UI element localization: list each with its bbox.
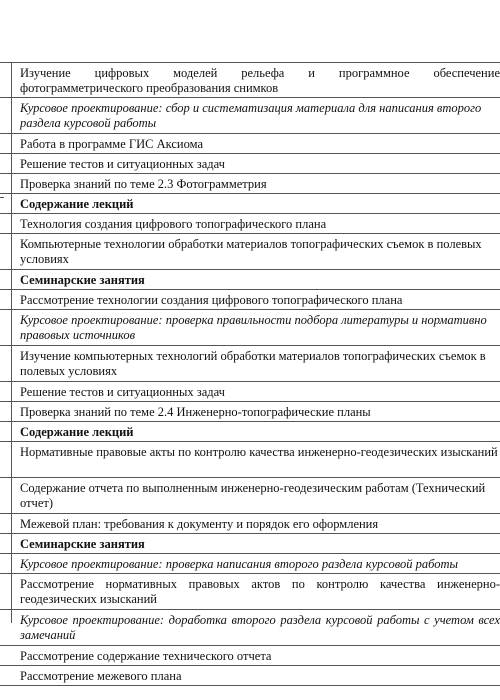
table-row [0,478,500,514]
table-row [0,554,500,574]
table-row [0,574,500,610]
table-row [0,442,500,478]
row-text: Работа в программе ГИС Аксиома [20,137,203,151]
table-row [0,290,500,310]
row-text: Рассмотрение нормативных правовых актов по контролю качества инженерно-геодезических изысканий [20,577,500,606]
row-text: Проверка знаний по теме 2.4 Инженерно-топографические планы [20,405,371,419]
row-text: Курсовое проектирование: проверка написания второго раздела курсовой работы [20,557,458,571]
table-row [0,98,500,134]
table-row [0,62,500,98]
table-left-column-divider [11,62,12,623]
row-text: Рассмотрение межевого плана [20,669,182,683]
table-row [0,310,500,346]
curriculum-table [0,62,500,686]
row-text: Курсовое проектирование: сбор и систематизация материала для написания второго раздела курсовой работы [20,101,482,130]
row-text: Изучение компьютерных технологий обработки материалов топографических съемок в полевых условиях [20,349,486,378]
section-heading: Семинарские занятия [20,273,145,287]
table-row [0,214,500,234]
table-row [0,610,500,646]
row-marker-tick [0,197,4,198]
row-text: Рассмотрение технологии создания цифрового топографического плана [20,293,403,307]
table-row [0,422,500,442]
table-row [0,134,500,154]
row-text: Содержание отчета по выполненным инженерно-геодезическим работам (Технический отчет) [20,481,486,510]
table-row [0,174,500,194]
table-row [0,154,500,174]
table-row [0,514,500,534]
row-text: Курсовое проектирование: доработка второго раздела курсовой работы с учетом всех замечаний [20,613,500,642]
row-text: Изучение цифровых моделей рельефа и программное обеспечение фотограмметрического преобразования снимков [20,66,500,95]
row-text: Нормативные правовые акты по контролю качества инженерно-геодезических изысканий [20,445,498,459]
row-text: Решение тестов и ситуационных задач [20,157,225,171]
table-row [0,382,500,402]
table-row [0,402,500,422]
row-text: Межевой план: требования к документу и порядок его оформления [20,517,379,531]
table-row [0,234,500,270]
table-row [0,270,500,290]
section-heading: Семинарские занятия [20,537,145,551]
row-text: Решение тестов и ситуационных задач [20,385,225,399]
row-text: Курсовое проектирование: проверка правильности подбора литературы и нормативно правовых источников [20,313,487,342]
table-row [0,346,500,382]
table-row [0,194,500,214]
row-text: Проверка знаний по теме 2.3 Фотограмметрия [20,177,267,191]
row-text: Технология создания цифрового топографического плана [20,217,327,231]
row-text: Компьютерные технологии обработки материалов топографических съемок в полевых условиях [20,237,482,266]
table-row [0,534,500,554]
section-heading: Содержание лекций [20,197,134,211]
row-text: Рассмотрение содержание технического отчета [20,649,272,663]
section-heading: Содержание лекций [20,425,134,439]
table-row [0,646,500,666]
table-row [0,666,500,686]
